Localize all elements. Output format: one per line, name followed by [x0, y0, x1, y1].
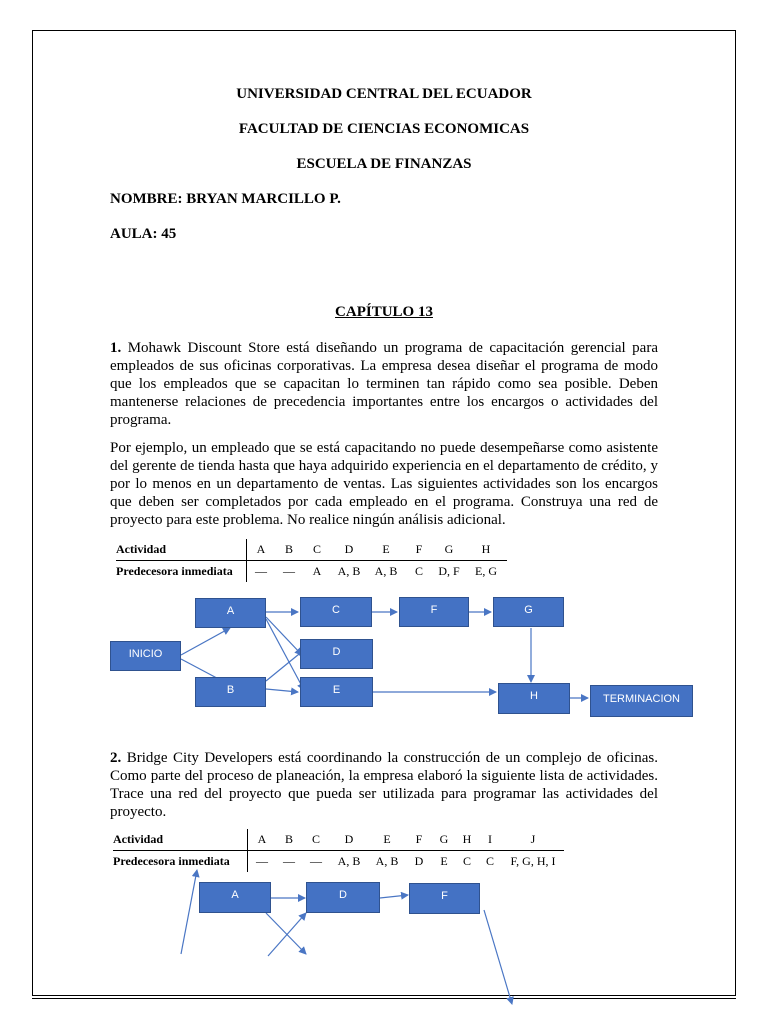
faculty-title: FACULTAD DE CIENCIAS ECONOMICAS: [238, 121, 530, 137]
node-c: C: [300, 597, 372, 627]
predecessor-row-label: Predecesora inmediata: [116, 561, 247, 583]
predecessor-cell: F, G, H, I: [510, 854, 556, 868]
school-title: ESCUELA DE FINANZAS: [296, 156, 472, 172]
node-e: E: [300, 677, 373, 707]
predecessor-cell: A, B: [337, 854, 361, 868]
problem1-number: 1.: [110, 340, 122, 356]
predecessor-cell: E: [440, 854, 448, 868]
activity-cell: B: [276, 829, 302, 851]
predecessor-row: [113, 851, 564, 873]
node-h: H: [498, 683, 570, 714]
predecessor-row-label: Predecesora inmediata: [113, 851, 248, 873]
activity-cell: B: [275, 539, 303, 561]
problem2-text1: Bridge City Developers está coordinando la construcción de un complejo de oficinas. Como parte del proceso de planeación, la empresa elaboró la siguiente lista de actividades. Trace una red del proyecto que pueda ser utilizada para programar las actividades del proyecto.: [110, 750, 658, 820]
node-g: G: [493, 597, 564, 627]
activity-cell: G: [433, 539, 465, 561]
predecessor-cell: —: [256, 854, 268, 868]
activity-cell: G: [432, 829, 456, 851]
classroom: AULA: 45: [110, 226, 177, 242]
activity-row: [113, 829, 564, 851]
predecessor-cell: —: [310, 854, 322, 868]
node-a: A: [195, 598, 266, 628]
activity-cell: A: [248, 829, 277, 851]
predecessor-cell: A, B: [375, 854, 399, 868]
university-title: UNIVERSIDAD CENTRAL DEL ECUADOR: [236, 86, 532, 102]
problem1-text1: Mohawk Discount Store está diseñando un programa de capacitación gerencial para empleados de sus oficinas corporativas. La empresa desea diseñar el programa de modo que los empleados que se capacitan lo terminen tan rápido como sea posible. Deben mantenerse relaciones de precedencia importantes entre los encargos o actividades del programa.: [110, 340, 658, 428]
activity-cell: A: [247, 539, 276, 561]
activity-cell: D: [330, 829, 368, 851]
predecessor-cell: —: [283, 564, 295, 578]
predecessor-cell: C: [485, 854, 494, 868]
activity-cell: E: [368, 829, 406, 851]
node-d: D: [300, 639, 373, 669]
predecessor-cell: D: [414, 854, 424, 868]
chapter-title: CAPÍTULO 13: [335, 304, 433, 320]
node-f-2: F: [409, 883, 480, 914]
arrow-inicio-a: [181, 628, 230, 655]
student-name: NOMBRE: BRYAN MARCILLO P.: [110, 191, 341, 207]
activity-cell: I: [478, 829, 502, 851]
arrow-cross-2: [268, 913, 306, 956]
problem2-number: 2.: [110, 750, 122, 766]
node-d-2: D: [306, 882, 380, 913]
arrow-d-f-2: [380, 895, 408, 898]
activity-row-label: Actividad: [113, 829, 248, 851]
problem2-activity-table: [113, 829, 564, 872]
node-f: F: [399, 597, 469, 627]
arrow-f-down: [484, 910, 512, 1004]
node-inicio: INICIO: [110, 641, 181, 671]
predecessor-cell: D, F: [438, 564, 460, 578]
predecessor-cell: E, G: [475, 564, 497, 578]
predecessor-cell: —: [255, 564, 267, 578]
activity-cell: C: [303, 539, 331, 561]
activity-cell: F: [406, 829, 432, 851]
node-b: B: [195, 677, 266, 707]
node-terminacion: TERMINACION: [590, 685, 693, 717]
activity-cell: H: [465, 539, 507, 561]
predecessor-cell: C: [414, 564, 423, 578]
predecessor-cell: A: [312, 564, 322, 578]
arrow-a-d: [266, 617, 302, 655]
predecessor-cell: A, B: [374, 564, 398, 578]
activity-cell: H: [456, 829, 478, 851]
node-a-2: A: [199, 882, 271, 913]
activity-cell: F: [405, 539, 433, 561]
activity-cell: C: [302, 829, 330, 851]
problem1-paragraph2: Por ejemplo, un empleado que se está capacitando no puede desempeñarse como asistente del gerente de tienda hasta que haya adquirido experiencia en el departamento de crédito, y por lo menos en un departamento de ventas. Las siguientes actividades son los encargos que deben ser completados por cada empleado en el programa. Construya una red de proyecto para este problema. No realice ningún análisis adicional.: [110, 440, 658, 528]
arrow-up-to-a: [181, 870, 197, 954]
activity-row-label: Actividad: [116, 539, 247, 561]
predecessor-cell: A, B: [337, 564, 361, 578]
activity-cell: E: [367, 539, 405, 561]
problem2-paragraph1: [110, 749, 658, 821]
arrow-b-e: [266, 689, 298, 692]
predecessor-cell: C: [462, 854, 471, 868]
predecessor-cell: —: [283, 854, 295, 868]
activity-cell: J: [502, 829, 564, 851]
activity-cell: D: [331, 539, 367, 561]
